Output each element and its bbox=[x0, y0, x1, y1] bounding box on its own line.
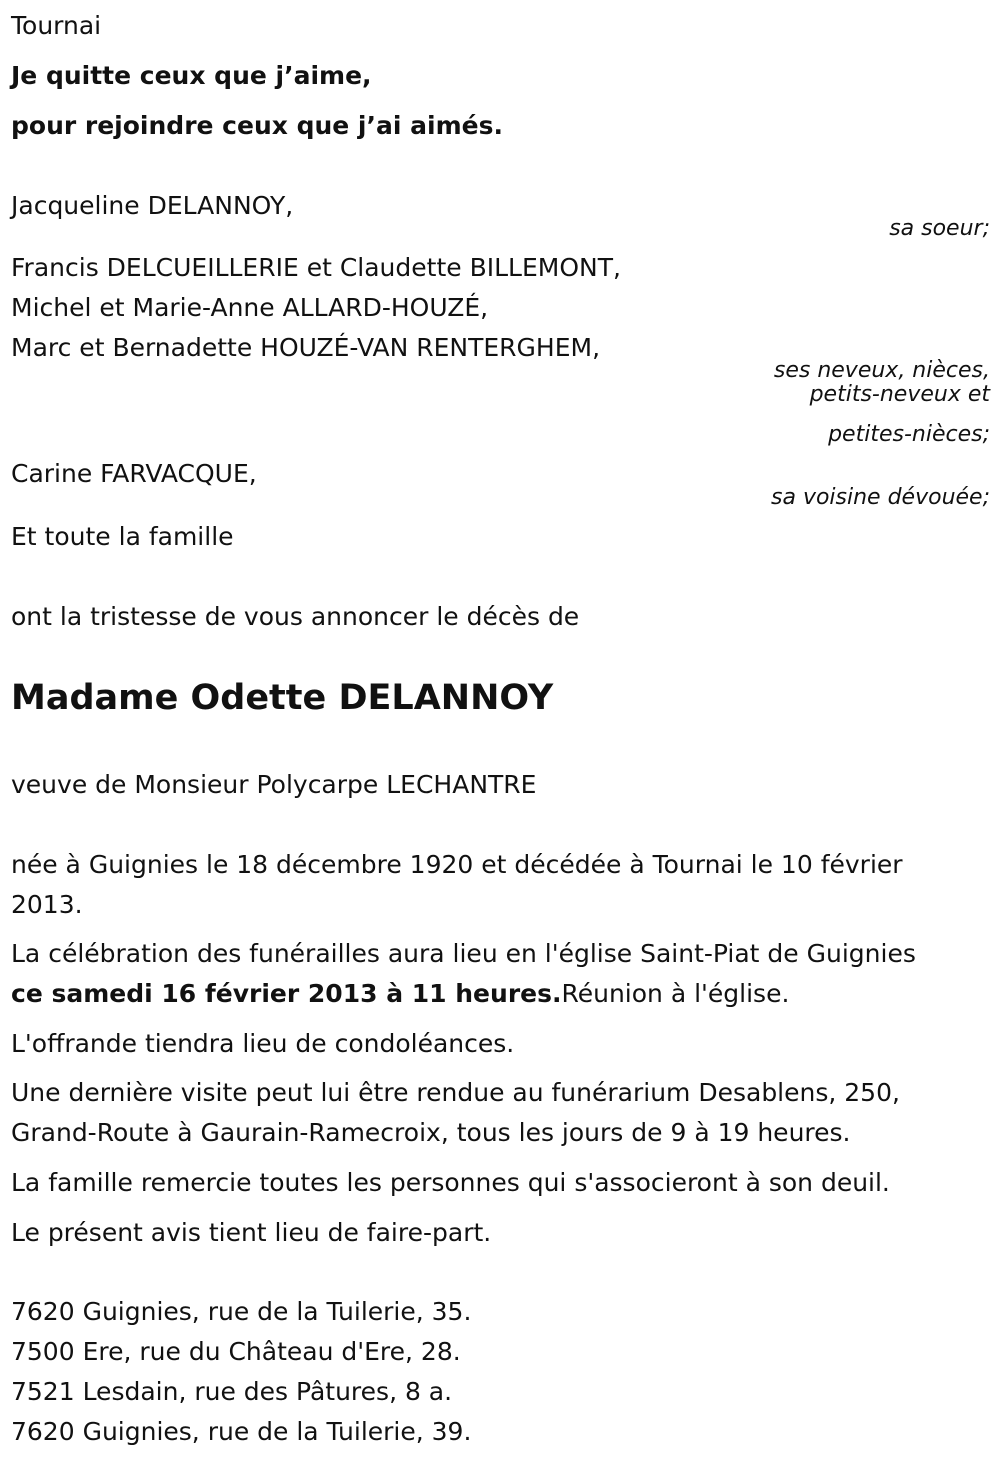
funeral-date-line bbox=[11, 974, 789, 1014]
nephews-relation-line-2: petits-neveux et bbox=[809, 382, 990, 407]
sister-relation: sa soeur; bbox=[889, 216, 990, 241]
nephew-line-3: Marc et Bernadette HOUZÉ-VAN RENTERGHEM, bbox=[11, 333, 601, 362]
thanks: La famille remercie toutes les personnes qui s'associeront à son deuil. bbox=[11, 1168, 890, 1197]
nephew-line-2: Michel et Marie-Anne ALLARD-HOUZÉ, bbox=[11, 293, 489, 322]
nephews-relation-line-3: petites-nièces; bbox=[828, 422, 990, 447]
address-2: 7500 Ere, rue du Château d'Ere, 28. bbox=[11, 1337, 461, 1366]
address-3: 7521 Lesdain, rue des Pâtures, 8 a. bbox=[11, 1377, 453, 1406]
funeral-intro: La célébration des funérailles aura lieu en l'église Saint-Piat de Guignies bbox=[11, 939, 916, 968]
offering: L'offrande tiendra lieu de condoléances. bbox=[11, 1029, 515, 1058]
quote-line-1: Je quitte ceux que j’aime, bbox=[11, 61, 372, 90]
all-family: Et toute la famille bbox=[11, 522, 234, 551]
deceased-name: Madame Odette DELANNOY bbox=[11, 678, 554, 718]
address-4: 7620 Guignies, rue de la Tuilerie, 39. bbox=[11, 1417, 472, 1446]
nephews-relation-line-1: ses neveux, nièces, bbox=[773, 358, 990, 383]
neighbor-relation: sa voisine dévouée; bbox=[771, 485, 990, 510]
announcement: ont la tristesse de vous annoncer le décès de bbox=[11, 602, 580, 631]
neighbor-name: Carine FARVACQUE, bbox=[11, 459, 257, 488]
last-visit: Une dernière visite peut lui être rendue au funérarium Desablens, 250, Grand-Route à Gaurain-Ramecroix, tous les jours de 9 à 19 heures. bbox=[11, 1078, 900, 1147]
birth-death: née à Guignies le 18 décembre 1920 et décédée à Tournai le 10 février 2013. bbox=[11, 850, 903, 919]
notice: Le présent avis tient lieu de faire-part. bbox=[11, 1218, 492, 1247]
nephew-line-1: Francis DELCUEILLERIE et Claudette BILLEMONT, bbox=[11, 253, 621, 282]
city-header: Tournai bbox=[11, 11, 102, 40]
funeral-date: ce samedi 16 février 2013 à 11 heures. bbox=[11, 979, 562, 1008]
quote-line-2: pour rejoindre ceux que j’ai aimés. bbox=[11, 111, 503, 140]
sister-name: Jacqueline DELANNOY, bbox=[11, 191, 294, 220]
address-1: 7620 Guignies, rue de la Tuilerie, 35. bbox=[11, 1297, 472, 1326]
funeral-meeting: Réunion à l'église. bbox=[561, 979, 790, 1008]
widow-of: veuve de Monsieur Polycarpe LECHANTRE bbox=[11, 770, 537, 799]
